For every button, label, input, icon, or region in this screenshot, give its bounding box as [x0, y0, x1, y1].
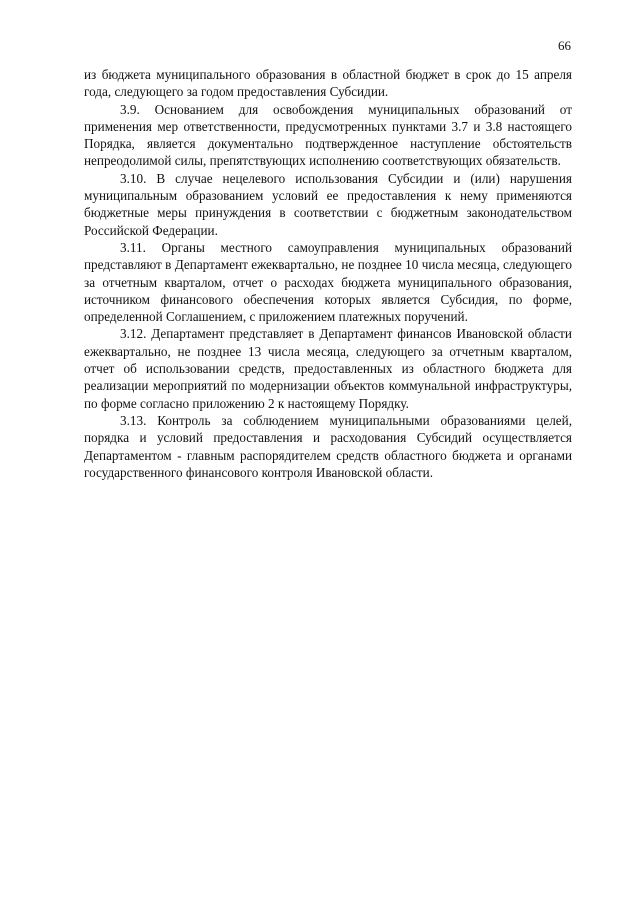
paragraph-continuation: из бюджета муниципального образования в областной бюджет в срок до 15 апреля года, следующего за годом предоставления Субсидии.: [84, 67, 572, 100]
paragraph-3-9: 3.9. Основанием для освобождения муниципальных образований от применения мер ответственности, предусмотренных пунктами 3.7 и 3.8 настоящего Порядка, является документально подтвержденное наступление обстоятельств непреодолимой силы, препятствующих исполнению соответствующих обязательств.: [84, 101, 572, 169]
paragraph-3-10: 3.10. В случае нецелевого использования Субсидии и (или) нарушения муниципальным образованием условий ее предоставления к нему применяются бюджетные меры принуждения в соответствии с бюджетным законодательством Российской Федерации.: [84, 170, 572, 238]
page-number: 66: [558, 38, 571, 53]
paragraph-3-13: 3.13. Контроль за соблюдением муниципальными образованиями целей, порядка и условий предоставления и расходования Субсидий осуществляется Департаментом - главным распорядителем средств областного бюджета и органами государственного финансового контроля Ивановской области.: [84, 412, 572, 480]
paragraph-3-11: 3.11. Органы местного самоуправления муниципальных образований представляют в Департамент ежеквартально, не позднее 10 числа месяца, следующего за отчетным кварталом, отчет о расходах бюджета муниципального образования, источником финансового обеспечения которых является Субсидия, по форме, определенной Соглашением, с приложением платежных поручений.: [84, 239, 572, 325]
paragraph-3-12: 3.12. Департамент представляет в Департамент финансов Ивановской области ежеквартально, не позднее 13 числа месяца, следующего за отчетным кварталом, отчет об использовании средств, предоставленных из областного бюджета для реализации мероприятий по модернизации объектов коммунальной инфраструктуры, по форме согласно приложению 2 к настоящему Порядку.: [84, 326, 572, 411]
document-body: [84, 66, 572, 481]
